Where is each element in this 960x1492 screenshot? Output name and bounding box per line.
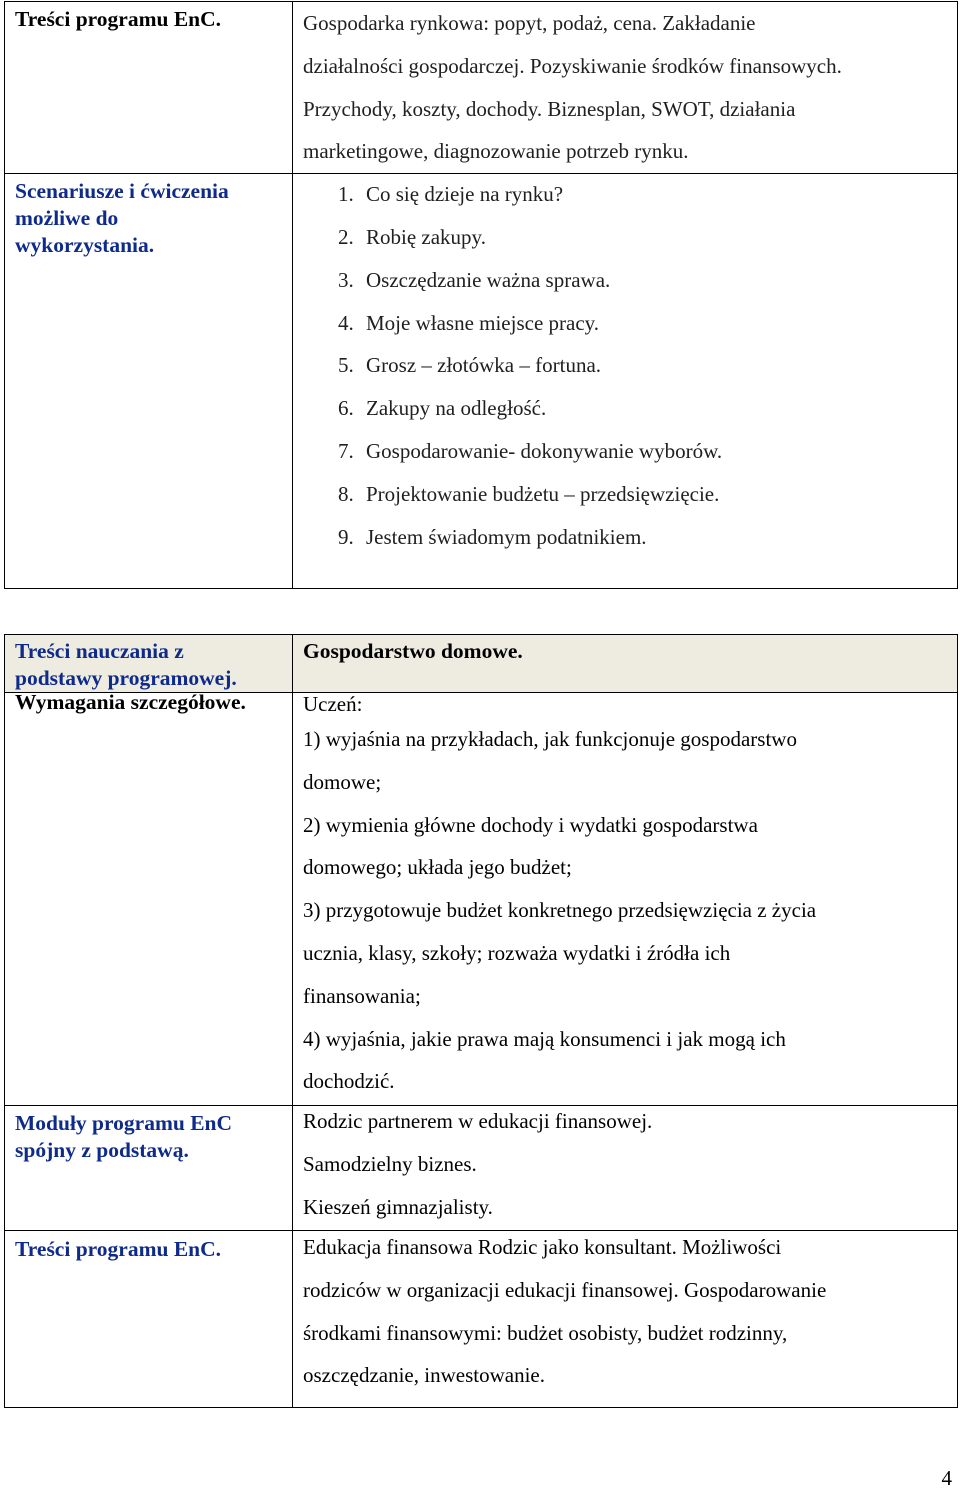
- value-cell: [293, 1231, 958, 1408]
- text-line: dochodzić.: [303, 1069, 395, 1094]
- label-cell: [5, 1231, 293, 1408]
- section-title: Gospodarstwo domowe.: [303, 639, 523, 663]
- scenario-item: [338, 430, 957, 473]
- scenario-item: [338, 216, 957, 259]
- text-line: Rodzic partnerem w edukacji finansowej.: [303, 1109, 653, 1133]
- requirements-list: [293, 718, 957, 1103]
- item-text: Moje własne miejsce pracy.: [366, 310, 600, 335]
- row-requirements: [5, 693, 958, 1106]
- text-line: finansowania;: [303, 983, 421, 1008]
- scenario-item: [338, 473, 957, 516]
- text-line: działalności gospodarczej. Pozyskiwanie środków finansowych.: [303, 53, 842, 78]
- program-text: [293, 1226, 957, 1397]
- item-text: Oszczędzanie ważna sprawa.: [366, 267, 611, 292]
- label-requirements: Wymagania szczegółowe.: [15, 690, 246, 714]
- scenario-item: [338, 173, 957, 216]
- label-cell: [5, 635, 293, 693]
- text-line: środkami finansowymi: budżet osobisty, budżet rodzinny,: [303, 1320, 788, 1345]
- label-cell: [5, 2, 293, 174]
- item-number: 4.: [338, 310, 354, 335]
- item-number: 7.: [338, 438, 354, 463]
- label-cell: [5, 1106, 293, 1231]
- text-line: rodziców w organizacji edukacji finansowej. Gospodarowanie: [303, 1277, 827, 1302]
- label-program: Treści programu EnC.: [15, 1237, 222, 1261]
- row-program-content: [5, 2, 958, 174]
- modules-list: [293, 1100, 957, 1228]
- text-line: oszczędzanie, inwestowanie.: [303, 1363, 545, 1388]
- program-content-text: [293, 2, 957, 173]
- item-text: Zakupy na odległość.: [366, 396, 547, 421]
- label-modules: Moduły programu EnC spójny z podstawą.: [15, 1111, 233, 1162]
- value-cell: [293, 2, 958, 174]
- label-scenarios: Scenariusze i ćwiczenia możliwe do wykorzystania.: [15, 179, 229, 258]
- item-text: Grosz – złotówka – fortuna.: [366, 353, 602, 378]
- row-header: [5, 635, 958, 693]
- label-cell: [5, 690, 293, 1106]
- text-line: domowego; układa jego budżet;: [303, 855, 572, 880]
- value-cell: [293, 174, 958, 589]
- value-cell: [293, 635, 958, 693]
- scenario-item: [338, 259, 957, 302]
- scenario-item: [338, 516, 957, 559]
- text-line: Gospodarka rynkowa: popyt, podaż, cena. Zakładanie: [303, 11, 756, 35]
- page-number: 4: [941, 1466, 952, 1490]
- label-curriculum-content: Treści nauczania z podstawy programowej.: [15, 639, 237, 690]
- item-text: Projektowanie budżetu – przedsięwzięcie.: [366, 481, 720, 506]
- value-cell: [293, 693, 958, 1106]
- text-line: 3) przygotowuje budżet konkretnego przedsięwzięcia z życia: [303, 898, 817, 923]
- scenario-list: [293, 173, 957, 558]
- value-cell: [293, 1106, 958, 1231]
- scenario-item: [338, 344, 957, 387]
- item-text: Co się dzieje na rynku?: [366, 182, 564, 207]
- text-line: Kieszeń gimnazjalisty.: [303, 1194, 493, 1219]
- label-cell: [5, 174, 293, 589]
- program-table-top: [4, 1, 958, 589]
- item-number: 8.: [338, 481, 354, 506]
- text-line: domowe;: [303, 769, 382, 794]
- text-line: marketingowe, diagnozowanie potrzeb rynku.: [303, 139, 689, 164]
- scenario-item: [338, 387, 957, 430]
- item-number: 2.: [338, 224, 354, 249]
- text-line: 1) wyjaśnia na przykładach, jak funkcjonuje gospodarstwo: [303, 727, 797, 751]
- row-scenarios: [5, 174, 958, 589]
- text-line: ucznia, klasy, szkoły; rozważa wydatki i źródła ich: [303, 940, 731, 965]
- row-program: [5, 1231, 958, 1408]
- text-line: Samodzielny biznes.: [303, 1151, 477, 1176]
- item-text: Jestem świadomym podatnikiem.: [366, 524, 647, 549]
- requirements-intro: Uczeń:: [303, 692, 363, 716]
- item-number: 5.: [338, 353, 354, 378]
- text-line: Edukacja finansowa Rodzic jako konsultant. Możliwości: [303, 1235, 782, 1259]
- row-modules: [5, 1106, 958, 1231]
- item-number: 9.: [338, 524, 354, 549]
- item-number: 3.: [338, 267, 354, 292]
- curriculum-table: [4, 634, 958, 1408]
- item-number: 6.: [338, 396, 354, 421]
- label-program-content: Treści programu EnC.: [15, 7, 222, 31]
- item-number: 1.: [338, 182, 354, 207]
- item-text: Gospodarowanie- dokonywanie wyborów.: [366, 438, 723, 463]
- text-line: Przychody, koszty, dochody. Biznesplan, SWOT, działania: [303, 96, 796, 121]
- item-text: Robię zakupy.: [366, 224, 486, 249]
- text-line: 4) wyjaśnia, jakie prawa mają konsumenci i jak mogą ich: [303, 1026, 786, 1051]
- text-line: 2) wymienia główne dochody i wydatki gospodarstwa: [303, 812, 758, 837]
- scenario-item: [338, 302, 957, 345]
